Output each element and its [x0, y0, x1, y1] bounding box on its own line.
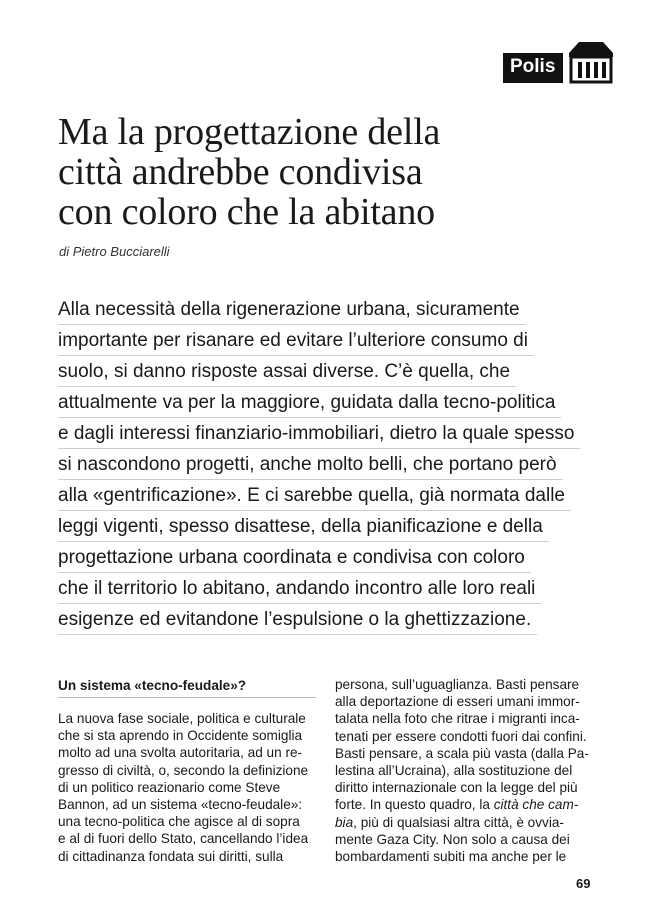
- emphasis-text: città che cam-: [493, 797, 579, 813]
- byline: di Pietro Bucciarelli: [59, 244, 170, 259]
- right-column: [335, 676, 595, 865]
- body-line: bombardamenti subiti ma anche per le: [335, 849, 567, 865]
- body-line: di un politico reazionario come Steve: [58, 779, 281, 795]
- lead-line: alla «gentrificazione». E ci sarebbe quella, già normata dalle: [58, 480, 571, 511]
- title-line: città andrebbe condivisa: [58, 151, 423, 193]
- lead-line: Alla necessità della rigenerazione urbana, sicuramente: [58, 294, 526, 325]
- body-line: una tecno-politica che agisce al di sopra: [58, 814, 300, 830]
- emphasis-text: bia: [335, 814, 354, 830]
- lead-paragraph: [58, 294, 575, 635]
- page-number: 69: [576, 876, 591, 891]
- section-tag: [503, 40, 616, 84]
- body-line: che si sta aprendo in Occidente somiglia: [58, 728, 303, 744]
- body-text: , più di qualsiasi altra città, è ovvia-: [353, 814, 564, 830]
- lead-line: progettazione urbana coordinata e condivisa con coloro: [58, 542, 531, 573]
- body-line: Basti pensare, a scala più vasta (dalla Pa-: [335, 745, 589, 761]
- lead-line: importante per risanare ed evitare l’ulteriore consumo di: [58, 325, 534, 356]
- body-line: talata nella foto che ritrae i migranti inca-: [335, 711, 580, 727]
- title-line: Ma la progettazione della: [58, 111, 441, 153]
- body-line: [335, 814, 595, 831]
- lead-line: attualmente va per la maggiore, guidata dalla tecno-politica: [58, 387, 561, 418]
- body-line: lestina all’Ucraina), alla sostituzione del: [335, 763, 573, 779]
- lead-line: leggi vigenti, spesso disattese, della pianificazione e della: [58, 511, 549, 542]
- body-line: tenati per essere condotti fuori dai confini.: [335, 728, 587, 744]
- building-columns-icon: [566, 40, 616, 84]
- section-label: Polis: [503, 53, 563, 83]
- body-line: La nuova fase sociale, politica e culturale: [58, 711, 306, 726]
- lead-line: e dagli interessi finanziario-immobiliari, dietro la quale spesso: [58, 418, 580, 449]
- body-line: e al di fuori dello Stato, cancellando l’idea: [58, 831, 309, 847]
- article-title: [58, 112, 618, 232]
- body-line: Bannon, ad un sistema «tecno-feudale»:: [58, 797, 303, 813]
- body-text: forte. In questo quadro, la: [335, 797, 494, 813]
- title-line: con coloro che la abitano: [58, 191, 435, 233]
- body-line: [335, 796, 595, 813]
- left-column: [58, 710, 318, 865]
- body-line: persona, sull’uguaglianza. Basti pensare: [335, 677, 580, 692]
- body-line: diritto internazionale con la legge del più: [335, 780, 578, 796]
- body-line: molto ad una svolta autoritaria, ad un re-: [58, 745, 303, 761]
- body-line: gresso di civiltà, o, secondo la definizione: [58, 762, 309, 778]
- lead-line: che il territorio lo abitano, andando incontro alle loro reali: [58, 573, 541, 604]
- lead-line: esigenze ed evitandone l’espulsione o la ghettizzazione.: [58, 604, 537, 635]
- section-subheading: Un sistema «tecno-feudale»?: [58, 677, 316, 698]
- lead-line: si nascondono progetti, anche molto belli, che portano però: [58, 449, 563, 480]
- body-line: alla deportazione di esseri umani immor-: [335, 694, 580, 710]
- body-line: di cittadinanza fondata sui diritti, sulla: [58, 848, 284, 864]
- lead-line: suolo, si danno risposte assai diverse. C’è quella, che: [58, 356, 516, 387]
- body-line: mente Gaza City. Non solo a causa dei: [335, 831, 570, 847]
